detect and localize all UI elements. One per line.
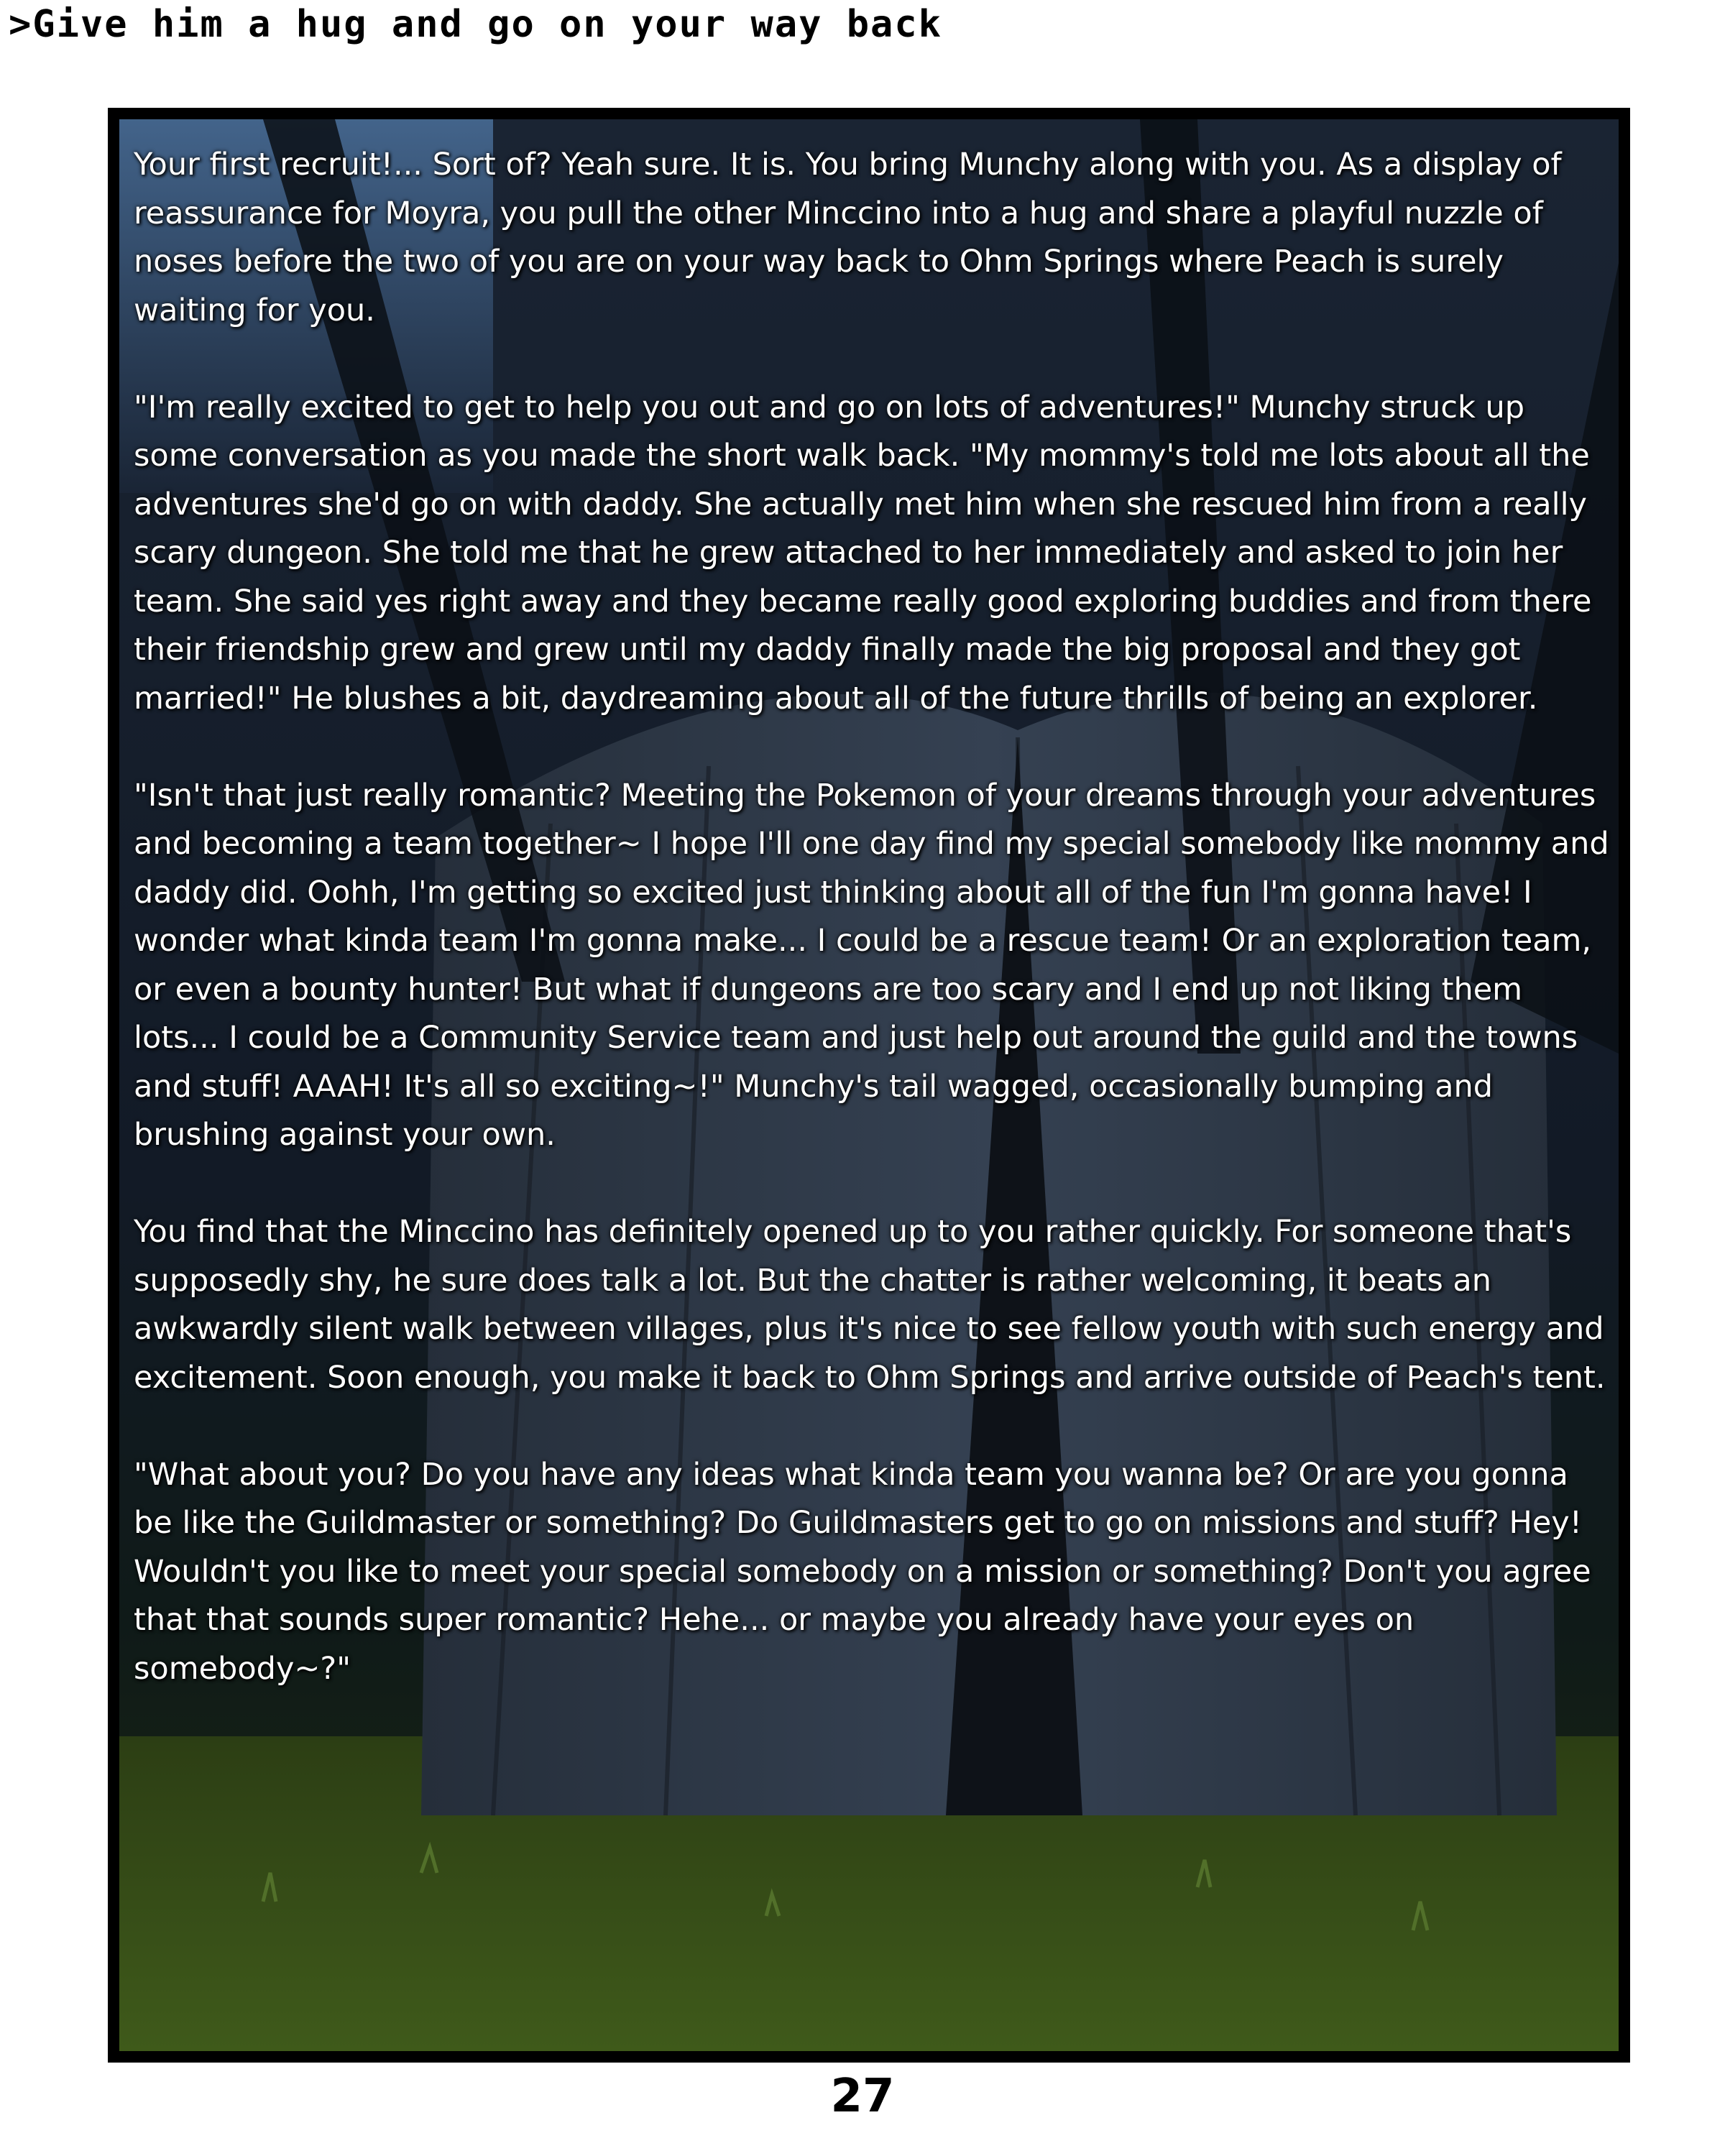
- paragraph: "I'm really excited to get to help you out and go on lots of adventures!" Munchy struck up some conversation as you made the short walk back. "My mommy's told me lots about all the adventures she'd go on with daddy. She actually met him when she rescued him from a really scary dungeon. She told me that he grew attached to her immediately and asked to join her team. She said yes right away and they became really good exploring buddies and from there their friendship grew and grew until my daddy finally made the big proposal and they got married!" He blushes a bit, daydreaming about all of the future thrills of being an explorer.: [134, 389, 1592, 717]
- paragraph: "Isn't that just really romantic? Meeting the Pokemon of your dreams through your adventures and becoming a team together~ I hope I'll one day find my special somebody like mommy and daddy did. Oohh, I'm getting so excited just thinking about all of the fun I'm gonna have! I wonder what kinda team I'm gonna make... I could be a rescue team! Or an exploration team, or even a bounty hunter! But what if dungeons are too scary and I end up not liking them lots... I could be a Community Service team and just help out around the guild and the towns and stuff! AAAH! It's all so exciting~!" Munchy's tail wagged, occasionally bumping and brushing against your own.: [134, 777, 1609, 1153]
- paragraph: "What about you? Do you have any ideas what kinda team you wanna be? Or are you gonna be like the Guildmaster or something? Do Guildmasters get to go on missions and stuff? Hey! Wouldn't you like to meet your special somebody on a mission or something? Don't you agree that that sounds super romantic? Hehe... or maybe you already have your eyes on somebody~?": [134, 1456, 1591, 1687]
- page-number: 27: [830, 2070, 895, 2123]
- paragraph: Your first recruit!... Sort of? Yeah sure. It is. You bring Munchy along with you. As a display of reassurance for Moyra, you pull the other Minccino into a hug and share a playful nuzzle of noses before the two of you are on your way back to Ohm Springs where Peach is surely waiting for you.: [134, 147, 1562, 328]
- story-panel: [108, 108, 1630, 2063]
- paragraph: You find that the Minccino has definitely opened up to you rather quickly. For someone that's supposedly shy, he sure does talk a lot. But the chatter is rather welcoming, it beats an awkwardly silent walk between villages, plus it's nice to see fellow youth with such energy and excitement. Soon enough, you make it back to Ohm Springs and arrive outside of Peach's tent.: [134, 1214, 1606, 1396]
- tent-scene: [119, 119, 1619, 2051]
- choice-header: >Give him a hug and go on your way back: [9, 3, 942, 46]
- narrative-text: [134, 141, 1614, 1742]
